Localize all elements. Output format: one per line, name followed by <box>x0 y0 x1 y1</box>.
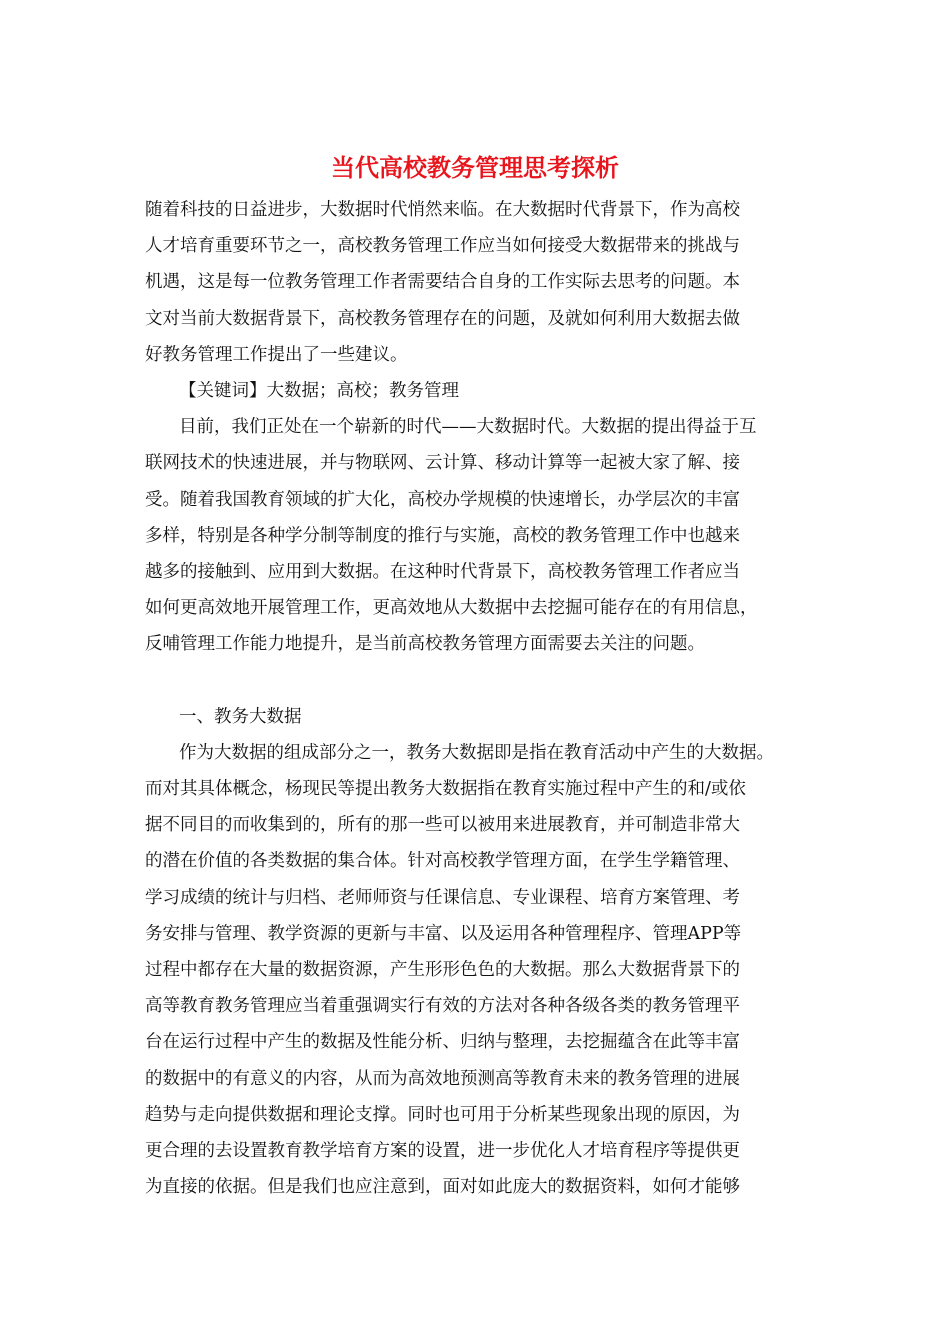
section1-line: 趋势与走向提供数据和理论支撑。同时也可用于分析某些现象出现的原因，为 <box>145 1104 740 1125</box>
section1-line: 务安排与管理、教学资源的更新与丰富、以及运用各种管理程序、管理APP等 <box>145 923 742 944</box>
keywords-line: 【关键词】大数据；高校；教务管理 <box>179 380 459 401</box>
section1-line: 更合理的去设置教育教学培育方案的设置，进一步优化人才培育程序等提供更 <box>145 1140 740 1161</box>
section1-paragraph <box>145 735 815 1205</box>
abstract-paragraph <box>145 192 815 373</box>
document-title: 当代高校教务管理思考探析 <box>331 153 619 182</box>
section1-line: 台在运行过程中产生的数据及性能分析、归纳与整理，去挖掘蕴含在此等丰富 <box>145 1032 740 1053</box>
intro-line: 目前，我们正处在一个崭新的时代——大数据时代。大数据的提出得益于互 <box>179 417 757 438</box>
section1-line: 据不同目的而收集到的，所有的那一些可以被用来进展教育，并可制造非常大 <box>145 815 740 836</box>
intro-line: 如何更高效地开展管理工作，更高效地从大数据中去挖掘可能存在的有用信息， <box>145 598 758 619</box>
abstract-line: 人才培育重要环节之一，高校教务管理工作应当如何接受大数据带来的挑战与 <box>145 236 740 257</box>
abstract-line: 好教务管理工作提出了一些建议。 <box>145 344 408 365</box>
section1-line: 作为大数据的组成部分之一，教务大数据即是指在教育活动中产生的大数据。 <box>179 742 774 763</box>
section1-line: 的数据中的有意义的内容，从而为高效地预测高等教育未来的教务管理的进展 <box>145 1068 740 1089</box>
intro-paragraph <box>145 409 815 662</box>
intro-line: 反哺管理工作能力地提升，是当前高校教务管理方面需要去关注的问题。 <box>145 634 705 655</box>
section1-line: 的潜在价值的各类数据的集合体。针对高校教学管理方面，在学生学籍管理、 <box>145 851 740 872</box>
section1-line: 而对其具体概念，杨现民等提出教务大数据指在教育实施过程中产生的和/或依 <box>145 779 746 799</box>
intro-line: 越多的接触到、应用到大数据。在这种时代背景下，高校教务管理工作者应当 <box>145 561 740 582</box>
abstract-line: 机遇，这是每一位教务管理工作者需要结合自身的工作实际去思考的问题。本 <box>145 272 740 293</box>
paragraph-spacer <box>145 662 815 698</box>
section1-line: 为直接的依据。但是我们也应注意到，面对如此庞大的数据资料，如何才能够 <box>145 1177 740 1198</box>
document-body <box>145 192 815 1205</box>
section1-line: 高等教育教务管理应当着重强调实行有效的方法对各种各级各类的教务管理平 <box>145 996 740 1017</box>
intro-line: 多样，特别是各种学分制等制度的推行与实施，高校的教务管理工作中也越来 <box>145 525 740 546</box>
intro-line: 受。随着我国教育领域的扩大化，高校办学规模的快速增长，办学层次的丰富 <box>145 489 740 510</box>
intro-line: 联网技术的快速进展，并与物联网、云计算、移动计算等一起被大家了解、接 <box>145 453 740 474</box>
section-heading: 一、教务大数据 <box>179 706 302 727</box>
section1-line: 过程中都存在大量的数据资源，产生形形色色的大数据。那么大数据背景下的 <box>145 959 740 980</box>
abstract-line: 随着科技的日益进步，大数据时代悄然来临。在大数据时代背景下，作为高校 <box>145 200 740 220</box>
section1-line: 学习成绩的统计与归档、老师师资与任课信息、专业课程、培育方案管理、考 <box>145 887 740 908</box>
abstract-line: 文对当前大数据背景下，高校教务管理存在的问题，及就如何利用大数据去做 <box>145 308 740 329</box>
